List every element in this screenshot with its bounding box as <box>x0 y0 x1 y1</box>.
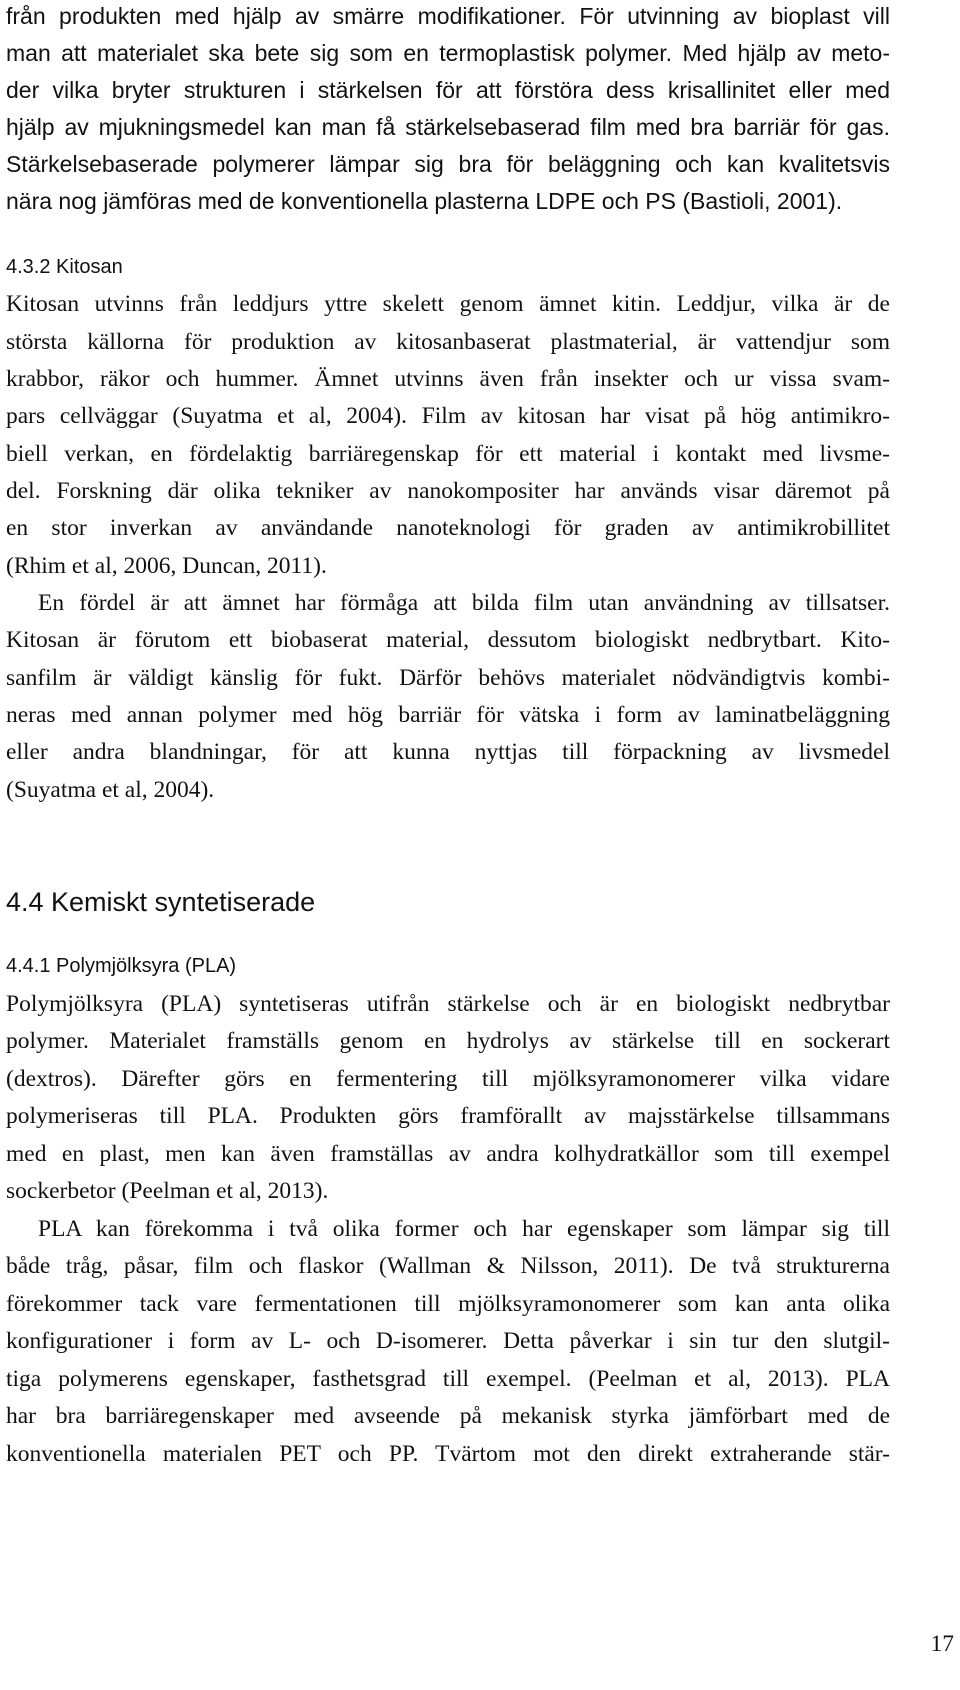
text-line: Stärkelsebaserade polymerer lämpar sig bra för beläggning och kan kvalitetsvis <box>6 151 890 177</box>
text-line: pars cellväggar (Suyatma et al, 2004). Film av kitosan har visat på hög antimikro- <box>6 403 890 429</box>
text-line: sanfilm är väldigt känslig för fukt. Därför behövs materialet nödvändigtvis kombi- <box>6 665 890 691</box>
text-line: PLA kan förekomma i två olika former och har egenskaper som lämpar sig till <box>38 1216 890 1242</box>
text-line: (Rhim et al, 2006, Duncan, 2011). <box>6 553 327 579</box>
section-heading-4-3-2: 4.3.2 Kitosan <box>6 256 123 278</box>
text-line: En fördel är att ämnet har förmåga att bilda film utan användning av tillsatser. <box>38 590 890 616</box>
text-line: (dextros). Därefter görs en fermentering till mjölksyramonomerer vilka vidare <box>6 1066 890 1092</box>
text-line: del. Forskning där olika tekniker av nanokompositer har används visar däremot på <box>6 478 890 504</box>
text-line: polymer. Materialet framställs genom en hydrolys av stärkelse till en sockerart <box>6 1028 890 1054</box>
page-number: 17 <box>930 1631 954 1657</box>
text-line: med en plast, men kan även framställas av andra kolhydratkällor som till exempel <box>6 1141 890 1167</box>
text-line: en stor inverkan av användande nanoteknologi för graden av antimikrobillitet <box>6 515 890 541</box>
text-line: både tråg, påsar, film och flaskor (Wallman & Nilsson, 2011). De två strukturerna <box>6 1253 890 1279</box>
text-line: från produkten med hjälp av smärre modifikationer. För utvinning av bioplast vill <box>6 3 890 29</box>
text-line: polymeriseras till PLA. Produkten görs framförallt av majsstärkelse tillsammans <box>6 1103 890 1129</box>
text-line: Kitosan utvinns från leddjurs yttre skelett genom ämnet kitin. Leddjur, vilka är de <box>6 291 890 317</box>
text-line: tiga polymerens egenskaper, fasthetsgrad till exempel. (Peelman et al, 2013). PLA <box>6 1366 890 1392</box>
section-heading-4-4-1: 4.4.1 Polymjölksyra (PLA) <box>6 955 237 977</box>
text-line: eller andra blandningar, för att kunna nyttjas till förpackning av livsmedel <box>6 739 890 765</box>
text-line: har bra barriäregenskaper med avseende på mekanisk styrka jämförbart med de <box>6 1403 890 1429</box>
text-line: der vilka bryter strukturen i stärkelsen för att förstöra dess krisallinitet eller med <box>6 77 890 103</box>
text-line: sockerbetor (Peelman et al, 2013). <box>6 1178 329 1204</box>
text-line: neras med annan polymer med hög barriär för vätska i form av laminatbeläggning <box>6 702 890 728</box>
text-line: man att materialet ska bete sig som en termoplastisk polymer. Med hjälp av meto- <box>6 40 890 66</box>
text-line: (Suyatma et al, 2004). <box>6 777 215 803</box>
text-line: konventionella materialen PET och PP. Tvärtom mot den direkt extraherande stär- <box>6 1441 890 1467</box>
text-line: Polymjölksyra (PLA) syntetiseras utifrån stärkelse och är en biologiskt nedbrytbar <box>6 991 890 1017</box>
text-line: krabbor, räkor och hummer. Ämnet utvinns även från insekter och ur vissa svam- <box>6 366 890 392</box>
text-line: största källorna för produktion av kitosanbaserat plastmaterial, är vattendjur som <box>6 329 890 355</box>
text-line: konfigurationer i form av L- och D-isomerer. Detta påverkar i sin tur den slutgil- <box>6 1328 890 1354</box>
text-line: Kitosan är förutom ett biobaserat material, dessutom biologiskt nedbrytbart. Kito- <box>6 627 890 653</box>
text-line: biell verkan, en fördelaktig barriäregenskap för ett material i kontakt med livsme- <box>6 441 890 467</box>
section-heading-4-4: 4.4 Kemiskt syntetiserade <box>6 887 316 917</box>
text-line: hjälp av mjukningsmedel kan man få stärkelsebaserad film med bra barriär för gas. <box>6 114 890 140</box>
text-line: förekommer tack vare fermentationen till mjölksyramonomerer som kan anta olika <box>6 1291 890 1317</box>
text-line: nära nog jämföras med de konventionella plasterna LDPE och PS (Bastioli, 2001). <box>6 188 843 214</box>
